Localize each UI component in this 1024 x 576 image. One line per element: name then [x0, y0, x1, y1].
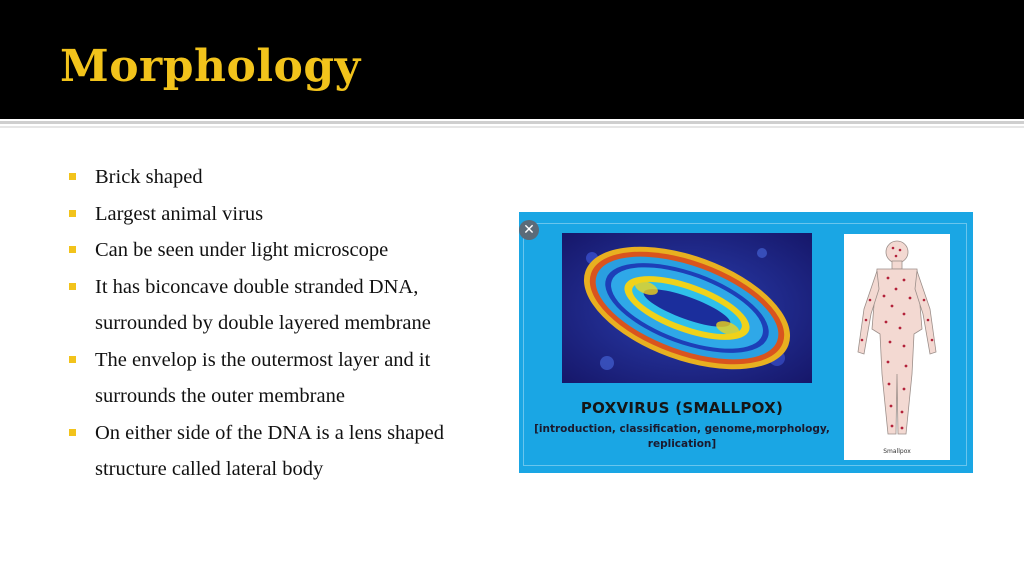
- virus-micrograph: [562, 233, 812, 383]
- title-divider-thin: [0, 126, 1024, 128]
- bullet-text: surrounded by double layered membrane: [95, 312, 431, 334]
- close-icon[interactable]: ✕: [519, 220, 539, 240]
- bullet-text: surrounds the outer membrane: [95, 385, 345, 407]
- figure-subtitle-line: [introduction, classification, genome,morphology,: [534, 423, 830, 435]
- poxvirus-figure: [519, 212, 973, 473]
- title-bar: [0, 0, 1024, 119]
- bullet-item: [68, 342, 508, 379]
- bullet-item: [68, 232, 508, 269]
- bullet-item: [68, 159, 508, 196]
- bullet-square-icon: [69, 356, 76, 363]
- bullet-continuation: [68, 451, 508, 488]
- bullet-square-icon: [69, 210, 76, 217]
- bullet-text: Brick shaped: [95, 166, 203, 188]
- bullet-item: [68, 196, 508, 233]
- bullet-text: On either side of the DNA is a lens shaped: [95, 421, 444, 444]
- human-figure-art: [844, 234, 950, 444]
- slide-title: Morphology: [60, 41, 361, 92]
- bullet-list: [68, 159, 508, 488]
- bullet-square-icon: [69, 429, 76, 436]
- bullet-square-icon: [69, 173, 76, 180]
- body-caption: Smallpox: [883, 448, 911, 455]
- bullet-item: [68, 269, 508, 306]
- bullet-text: Largest animal virus: [95, 202, 264, 225]
- figure-subtitle-line: replication]: [647, 438, 717, 450]
- bullet-continuation: [68, 378, 508, 415]
- bullet-continuation: [68, 305, 508, 342]
- virus-micrograph-art: [562, 233, 812, 383]
- smallpox-body-illustration: [844, 234, 950, 460]
- bullet-text: It has biconcave double stranded DNA,: [95, 275, 419, 298]
- bullet-item: [68, 415, 508, 452]
- figure-title: POXVIRUS (SMALLPOX): [580, 399, 784, 417]
- bullet-square-icon: [69, 246, 76, 253]
- bullet-text: Can be seen under light microscope: [95, 239, 389, 261]
- figure-subtitle: [529, 422, 835, 452]
- title-divider: [0, 121, 1024, 124]
- bullet-text: structure called lateral body: [95, 458, 324, 480]
- bullet-text: The envelop is the outermost layer and it: [95, 348, 431, 371]
- bullet-square-icon: [69, 283, 76, 290]
